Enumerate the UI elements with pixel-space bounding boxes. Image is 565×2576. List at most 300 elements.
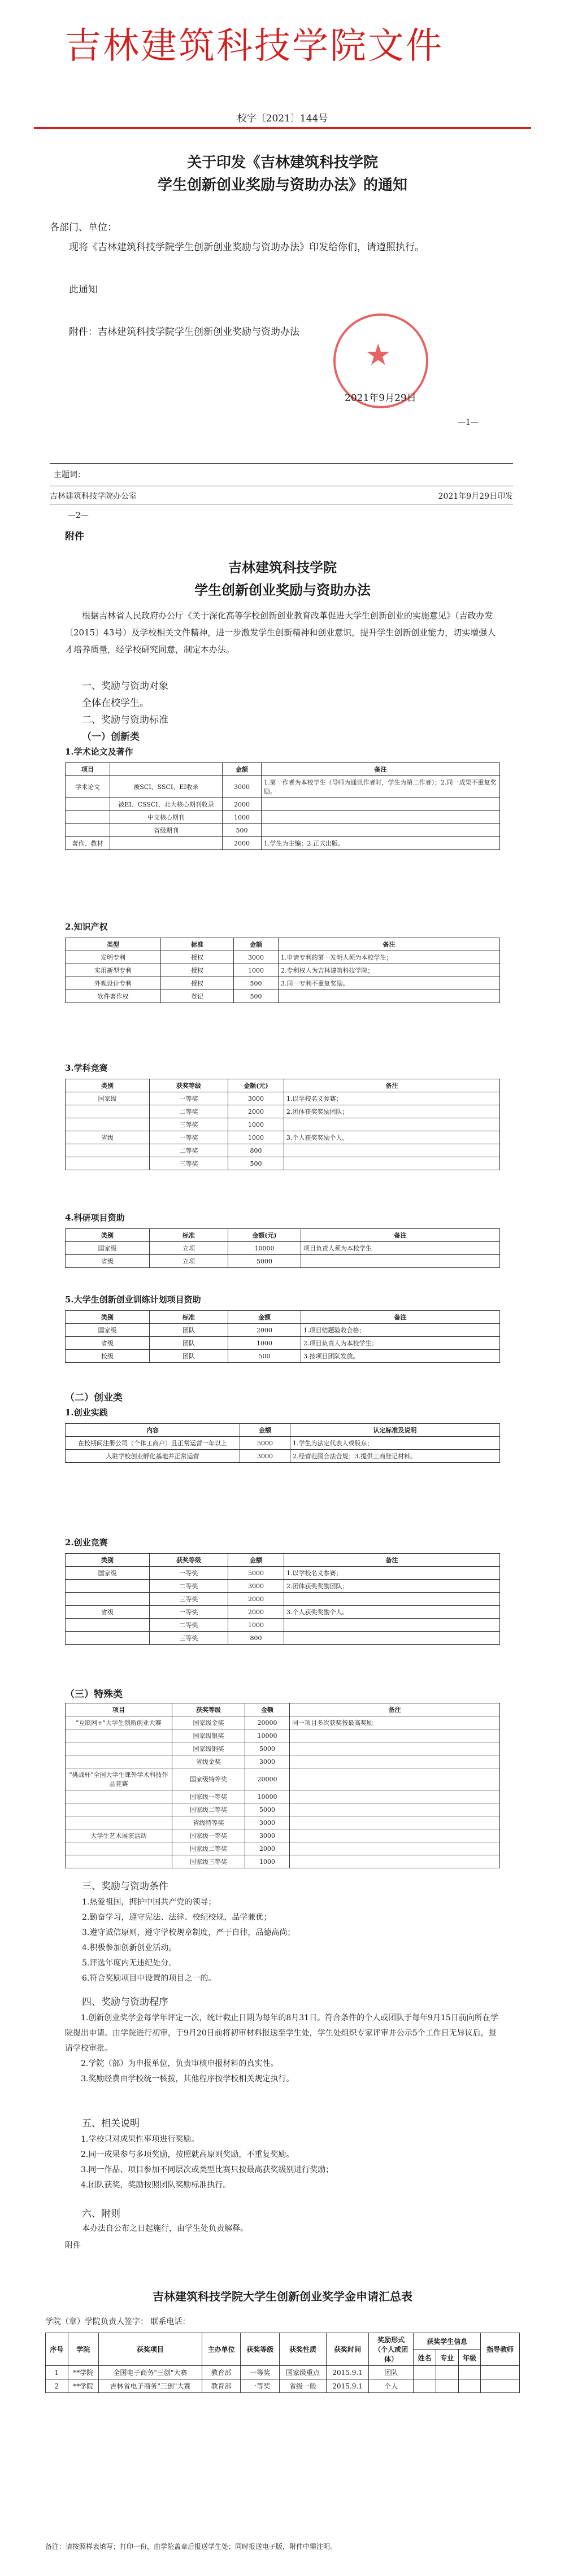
- table-row: [66, 1567, 500, 1580]
- t3-header: 类别: [66, 1079, 150, 1092]
- table-cell: 国家级三等奖: [172, 1855, 245, 1868]
- table-cell: 500: [228, 1350, 301, 1363]
- table-cell: 2015.9.1: [327, 2366, 369, 2379]
- sum-header-group: 获奖学生信息: [414, 2333, 481, 2350]
- table-cell: 3000: [228, 1092, 284, 1105]
- table-cell: [262, 798, 500, 811]
- table-row: [66, 1619, 500, 1632]
- table-cell: [436, 2366, 458, 2379]
- table-cell: [66, 1729, 172, 1742]
- table-cell: 国家级金奖: [172, 1716, 245, 1729]
- section-3-heading: 三、奖励与资助条件: [82, 1881, 168, 1892]
- t1-body: [66, 776, 500, 850]
- t5-header: 金额: [228, 1311, 301, 1324]
- table-cell: 2000: [228, 1105, 284, 1118]
- t3-header: 备注: [284, 1079, 500, 1092]
- table-cell: [284, 1632, 500, 1645]
- table-cell: 500: [228, 1157, 284, 1170]
- table-cell: 国家级一等奖: [172, 1829, 245, 1842]
- table-cell: "挑战杯"全国大学生课外学术科技作品竞赛: [66, 1768, 172, 1790]
- list-item: 4.积极参加创新创业活动。: [82, 1943, 177, 1952]
- sum-header: 指导教师: [481, 2333, 520, 2366]
- table-cell: [284, 1144, 500, 1157]
- seal-star-icon: ★: [365, 338, 392, 372]
- table-row: [66, 990, 500, 1003]
- t5-header: 备注: [301, 1311, 500, 1324]
- t7-body: [66, 1567, 500, 1645]
- table-cell: 5000: [245, 1803, 290, 1816]
- table-cell: 2.团体获奖奖励团队；: [284, 1580, 500, 1593]
- table-cell: 1.项目结题验收合格；: [301, 1324, 500, 1337]
- notice-title-line2: 学生创新创业奖励与资助办法》的通知: [157, 177, 407, 194]
- table-cell: 1000: [234, 964, 279, 977]
- table-row: [66, 824, 500, 837]
- appendix-label: 附件: [65, 2241, 81, 2250]
- table-cell: 实用新型专利: [66, 964, 161, 977]
- table-cell: 二等奖: [150, 1105, 228, 1118]
- t2-body: [66, 951, 500, 1003]
- list-item: 1.创新创业奖学金每学年评定一次，统计截止日期为每年的8月31日。符合条件的个人或团队于每年9月15日前向所在学院提出申请。由学院进行初审，于9月20日前将初审材料报送至学生处，学生处组织专家评审并公示5个工作日无异议后，报请学校审批。: [65, 2013, 498, 2053]
- table-6-label: 1.创业实践: [65, 1407, 108, 1418]
- table-cell: [290, 1768, 500, 1790]
- table-cell: 团队: [150, 1350, 228, 1363]
- table-1-label: 1.学术论文及著作: [65, 747, 133, 757]
- table-cell: 三等奖: [150, 1593, 228, 1606]
- table-row: [66, 1350, 500, 1363]
- table-cell: 著作、教材: [66, 837, 110, 850]
- table-cell: 3000: [234, 951, 279, 964]
- table-cell: 2.团体获奖奖励团队；: [284, 1105, 500, 1118]
- table-cell: [110, 837, 223, 850]
- table-cell: [66, 1632, 150, 1645]
- table-cell: [290, 1829, 500, 1842]
- table-cell: [284, 1593, 500, 1606]
- section-6-heading: 六、附则: [82, 2208, 120, 2220]
- table-cell: [66, 1790, 172, 1803]
- table-cell: 国家级: [66, 1567, 150, 1580]
- table-row: [46, 2379, 520, 2393]
- table-cell: 国家级二等奖: [172, 1803, 245, 1816]
- t6-body: [66, 1437, 500, 1463]
- table-cell: [66, 1580, 150, 1593]
- section-5-heading: 五、相关说明: [82, 2118, 140, 2129]
- table-cell: 国家级重点: [280, 2366, 327, 2379]
- table-cell: 1000: [245, 1855, 290, 1868]
- table-cell: 1.学生为主编；2.正式出版。: [262, 837, 500, 850]
- list-item: 3.奖励经费由学校统一核拨，其他程序按学校相关规定执行。: [81, 2074, 294, 2084]
- table-cell: 1.以学校名义参赛；: [284, 1092, 500, 1105]
- table-row: [66, 811, 500, 824]
- table-cell: [290, 1790, 500, 1803]
- table-cell: 入驻学校创业孵化基地并正常运营: [66, 1450, 240, 1463]
- section-5-list: [65, 2132, 500, 2193]
- table-cell: 20000: [245, 1768, 290, 1790]
- table-cell: 1000: [223, 811, 262, 824]
- table-cell: 被EI、CSSCI、北大核心期刊收录: [110, 798, 223, 811]
- t7-header: 金额: [228, 1554, 284, 1567]
- summary-meta: 学院（章）学院负责人签字： 联系电话：: [45, 2317, 190, 2326]
- list-item: 2.学院（部）为申报单位，负责审核申报材料的真实性。: [81, 2059, 279, 2068]
- table-row: [66, 1829, 500, 1842]
- summary-table-title: 吉林建筑科技学院大学生创新创业奖学金申请汇总表: [153, 2290, 412, 2303]
- table-cell: 2000: [228, 1593, 284, 1606]
- notice-title-line1: 关于印发《吉林建筑科技学院: [186, 154, 378, 171]
- table-row: [66, 1157, 500, 1170]
- table-cell: 500: [223, 824, 262, 837]
- t1-header: 金额: [223, 763, 262, 776]
- sum-header: 奖励形式（个人或团体）: [369, 2333, 414, 2366]
- t4-header: 金额(元): [228, 1229, 301, 1242]
- table-cell: 省级: [66, 1255, 150, 1268]
- table-cell: 2015.9.1: [327, 2379, 369, 2393]
- t4-header: 类别: [66, 1229, 150, 1242]
- table-cell: 一等奖: [150, 1092, 228, 1105]
- table-cell: [66, 1842, 172, 1855]
- sum-header: 序号: [46, 2333, 68, 2366]
- table-row: [66, 1118, 500, 1131]
- table-cell: 发明专利: [66, 951, 161, 964]
- training-program-table: [65, 1310, 500, 1363]
- table-cell: 三等奖: [150, 1157, 228, 1170]
- table-cell: 800: [228, 1632, 284, 1645]
- table-cell: 2: [46, 2379, 68, 2393]
- sum-header: 主办单位: [202, 2333, 241, 2366]
- table-cell: [66, 1742, 172, 1755]
- t5-header: 标准: [150, 1311, 228, 1324]
- table-cell: [290, 1755, 500, 1768]
- table-row: [66, 1437, 500, 1450]
- list-item: 2.勤奋学习，遵守宪法、法律、校纪校规，品学兼优；: [82, 1913, 272, 1922]
- list-item: 3.遵守诚信原则，遵守学校规章制度，严于自律，品德高尚；: [82, 1928, 295, 1937]
- table-cell: 3.同一专利不重复奖励。: [279, 977, 500, 990]
- section-4-list: [65, 2011, 500, 2087]
- entrepreneurship-practice-table: [65, 1423, 500, 1463]
- competition-table: [65, 1079, 500, 1170]
- table-cell: 国家级特等奖: [172, 1768, 245, 1790]
- table-row: [66, 837, 500, 850]
- section-2-3-heading: （三）特殊类: [65, 1689, 123, 1700]
- table-cell: 二等奖: [150, 1144, 228, 1157]
- red-rule-divider: [34, 127, 531, 129]
- notice-closing: 此通知: [69, 284, 98, 295]
- table-cell: 国家级: [66, 1324, 150, 1337]
- table-cell: 二等奖: [150, 1619, 228, 1632]
- section-3-list: [82, 1895, 500, 1986]
- list-item: 1.学校只对成果性事项进行奖励。: [81, 2135, 199, 2144]
- table-row: [66, 1131, 500, 1144]
- table-cell: 省级: [66, 1131, 150, 1144]
- table-cell: 授权: [161, 951, 234, 964]
- attachment-title-line2: 学生创新创业奖励与资助办法: [194, 582, 371, 598]
- summary-table: [45, 2333, 520, 2393]
- cc-label: 主题词：: [54, 470, 85, 480]
- sum-header: 学院: [68, 2333, 98, 2366]
- table-cell: 2000: [223, 798, 262, 811]
- t6-header: 认定标准及说明: [290, 1424, 500, 1437]
- table-cell: [290, 1842, 500, 1855]
- table-row: [66, 1768, 500, 1790]
- table-cell: [284, 1157, 500, 1170]
- table-row: [66, 1716, 500, 1729]
- table-cell: 500: [234, 977, 279, 990]
- t3-header: 金额(元): [228, 1079, 284, 1092]
- table-cell: 3.按项目团队发放。: [301, 1350, 500, 1363]
- table-cell: [66, 1755, 172, 1768]
- table-cell: [290, 1742, 500, 1755]
- list-item: 1.热爱祖国，拥护中国共产党的领导；: [82, 1898, 216, 1907]
- table-row: [66, 1242, 500, 1255]
- section-1-heading: 一、奖励与资助对象: [82, 681, 168, 692]
- table-cell: [290, 1855, 500, 1868]
- table-cell: 二等奖: [150, 1580, 228, 1593]
- table-cell: 教育部: [202, 2379, 241, 2393]
- sum-header: 姓名: [414, 2350, 436, 2366]
- t3-header: 获奖等级: [150, 1079, 228, 1092]
- table-row: [66, 798, 500, 811]
- t2-header: 备注: [279, 938, 500, 951]
- table-cell: 团队: [150, 1324, 228, 1337]
- table-cell: [66, 798, 110, 811]
- table-cell: [290, 1803, 500, 1816]
- table-row: [66, 1144, 500, 1157]
- t3-body: [66, 1092, 500, 1170]
- table-cell: 1.以学校名义参赛；: [284, 1567, 500, 1580]
- print-footer: [50, 490, 513, 502]
- table-cell: 大学生艺术展演活动: [66, 1829, 172, 1842]
- table-cell: [284, 1118, 500, 1131]
- table-cell: 2.经营范围合法合规；3.提供工商登记材料。: [290, 1450, 500, 1463]
- t4-header: 备注: [301, 1229, 500, 1242]
- addressee: 各部门、单位：: [50, 222, 117, 233]
- table-row: [66, 1606, 500, 1619]
- table-cell: 20000: [245, 1716, 290, 1729]
- table-row: [66, 964, 500, 977]
- sum-header: 获奖时间: [327, 2333, 369, 2366]
- table-cell: 省级一般: [280, 2379, 327, 2393]
- table-row: [66, 1092, 500, 1105]
- table-cell: 一等奖: [150, 1606, 228, 1619]
- table-cell: [66, 1593, 150, 1606]
- table-cell: 校级: [66, 1350, 150, 1363]
- table-cell: 全国电子商务"三创"大赛: [98, 2366, 202, 2379]
- table-cell: 省级金奖: [172, 1755, 245, 1768]
- table-cell: 10000: [245, 1729, 290, 1742]
- table-row: [66, 1816, 500, 1829]
- table-cell: [262, 824, 500, 837]
- table-cell: [66, 1157, 150, 1170]
- attachment-intro: 根据吉林省人民政府办公厅《关于深化高等学校创新创业教育改革促进大学生创新创业的实施意见》（吉政办发〔2015〕43号）及学校相关文件精神，进一步激发学生创新精神和创业意识，提升学生创新创业能力，切实增强人才培养质量，经学校研究同意，制定本办法。: [65, 611, 496, 655]
- table-row: [46, 2366, 520, 2379]
- table-cell: 3.个人获奖奖励个人。: [284, 1131, 500, 1144]
- table-cell: 省级特等奖: [172, 1816, 245, 1829]
- table-cell: [414, 2379, 436, 2393]
- table-cell: 软件著作权: [66, 990, 161, 1003]
- table-cell: [290, 1816, 500, 1829]
- table-cell: 一等奖: [241, 2366, 280, 2379]
- list-item: 4.团队获奖，奖励按照团队奖励标准执行。: [81, 2181, 231, 2190]
- table-cell: [66, 811, 110, 824]
- t8-header: 金额: [245, 1703, 290, 1716]
- table-cell: **学院: [68, 2379, 98, 2393]
- t8-header: 获奖等级: [172, 1703, 245, 1716]
- table-row: [66, 1842, 500, 1855]
- table-cell: [458, 2366, 481, 2379]
- sum-header: 获奖项目: [98, 2333, 202, 2366]
- table-cell: 3000: [228, 1580, 284, 1593]
- table-cell: 2.项目负责人为本校学生；: [301, 1337, 500, 1350]
- signature-date: 2021年9月29日: [345, 393, 416, 404]
- table-cell: 同一项目多次获奖按最高奖励: [290, 1716, 500, 1729]
- t5-body: [66, 1324, 500, 1363]
- t5-header: 类别: [66, 1311, 150, 1324]
- t2-header: 标准: [161, 938, 234, 951]
- divider-line: [50, 463, 513, 464]
- table-cell: [414, 2366, 436, 2379]
- table-3-label: 3.学科竞赛: [65, 1063, 108, 1073]
- list-item: 6.符合奖励项目中设置的项目之一的。: [82, 1974, 216, 1983]
- ip-table: [65, 938, 500, 1003]
- table-cell: 800: [228, 1144, 284, 1157]
- notice-paragraph: 现将《吉林建筑科技学院学生创新创业奖励与资助办法》印发给你们，请遵照执行。: [69, 242, 424, 253]
- table-cell: 3000: [245, 1829, 290, 1842]
- page-number-2: —2—: [68, 511, 89, 520]
- table-cell: 2.专利权人为吉林建筑科技学院；: [279, 964, 500, 977]
- table-cell: 1000: [228, 1131, 284, 1144]
- sum-header: 专业: [436, 2350, 458, 2366]
- t4-header: 标准: [150, 1229, 228, 1242]
- table-row: [66, 1580, 500, 1593]
- t6-header: 金额: [240, 1424, 290, 1437]
- table-cell: 3000: [245, 1755, 290, 1768]
- sum-body: [46, 2366, 520, 2393]
- table-cell: 被SCI、SSCI、EI收录: [110, 776, 223, 798]
- attachment-label: 附件: [65, 531, 84, 542]
- table-cell: 国家级铜奖: [172, 1742, 245, 1755]
- table-cell: 5000: [240, 1437, 290, 1450]
- table-cell: 教育部: [202, 2366, 241, 2379]
- table-cell: 登记: [161, 990, 234, 1003]
- t8-header: 备注: [290, 1703, 500, 1716]
- papers-table: [65, 762, 500, 850]
- table-cell: 2000: [228, 1324, 301, 1337]
- table-cell: 1.第一作者为本校学生（导师为通讯作者时，学生为第二作者）；2.同一成果不重复奖励。: [262, 776, 500, 798]
- table-row: [66, 1855, 500, 1868]
- table-row: [66, 1755, 500, 1768]
- table-cell: 5000: [228, 1567, 284, 1580]
- list-item: 2.同一成果参与多项奖励，按照就高原则奖励，不重复奖励。: [81, 2150, 294, 2159]
- table-cell: 国家级一等奖: [172, 1790, 245, 1803]
- t4-body: [66, 1242, 500, 1268]
- table-cell: 团队: [150, 1337, 228, 1350]
- table-row: [66, 1742, 500, 1755]
- table-row: [66, 1255, 500, 1268]
- table-row: [66, 1593, 500, 1606]
- table-cell: [66, 824, 110, 837]
- table-cell: 1.学生为法定代表人或股东；: [290, 1437, 500, 1450]
- table-cell: 1000: [228, 1619, 284, 1632]
- table-cell: [66, 1816, 172, 1829]
- table-cell: 三等奖: [150, 1118, 228, 1131]
- table-cell: 2000: [245, 1842, 290, 1855]
- table-cell: [481, 2366, 520, 2379]
- table-cell: [66, 1118, 150, 1131]
- table-cell: 一等奖: [150, 1567, 228, 1580]
- t1-header: [110, 763, 223, 776]
- table-cell: 1000: [228, 1118, 284, 1131]
- table-cell: 一等奖: [150, 1131, 228, 1144]
- table-cell: 3000: [240, 1450, 290, 1463]
- table-cell: 团队: [369, 2366, 414, 2379]
- table-row: [66, 1324, 500, 1337]
- table-2-label: 2.知识产权: [65, 922, 108, 932]
- table-5-label: 5.大学生创新创业训练计划项目资助: [65, 1294, 201, 1305]
- table-cell: [66, 1855, 172, 1868]
- t8-header: 项目: [66, 1703, 172, 1716]
- table-cell: 国家级银奖: [172, 1729, 245, 1742]
- table-cell: [436, 2379, 458, 2393]
- table-cell: 10000: [245, 1790, 290, 1803]
- sum-header: 获奖性质: [280, 2333, 327, 2366]
- table-row: [66, 1729, 500, 1742]
- table-cell: 省级: [66, 1337, 150, 1350]
- table-cell: 授权: [161, 964, 234, 977]
- table-cell: 10000: [228, 1242, 301, 1255]
- footer-print-date: 2021年9月29日印发: [438, 492, 513, 501]
- sum-header: 年级: [458, 2350, 481, 2366]
- table-cell: 个人: [369, 2379, 414, 2393]
- table-cell: [66, 1105, 150, 1118]
- section-2-heading: 二、奖励与资助标准: [82, 714, 168, 726]
- table-row: [66, 1632, 500, 1645]
- table-cell: [66, 1803, 172, 1816]
- table-cell: [481, 2379, 520, 2393]
- sum-header: 获奖等级: [241, 2333, 280, 2366]
- table-cell: [66, 1619, 150, 1632]
- table-cell: 5000: [228, 1255, 301, 1268]
- list-item: 5.评选年度内无违纪处分。: [82, 1959, 177, 1968]
- table-cell: [262, 811, 500, 824]
- table-row: [66, 977, 500, 990]
- t1-header: 备注: [262, 763, 500, 776]
- table-cell: 2000: [228, 1606, 284, 1619]
- table-cell: 国家级: [66, 1242, 150, 1255]
- t1-header: 项目: [66, 763, 110, 776]
- table-cell: 省级期刊: [110, 824, 223, 837]
- table-row: [66, 1105, 500, 1118]
- research-table: [65, 1228, 500, 1268]
- table-row: [66, 1790, 500, 1803]
- section-6-text: 本办法自公布之日起施行，由学生处负责解释。: [82, 2224, 248, 2233]
- section-4-heading: 四、奖励与资助程序: [82, 1997, 168, 2008]
- table-cell: 授权: [161, 977, 234, 990]
- special-category-table: [65, 1703, 500, 1868]
- table-row: [66, 1450, 500, 1463]
- table-cell: 省级: [66, 1606, 150, 1619]
- table-cell: 立项: [150, 1242, 228, 1255]
- table-cell: [66, 1144, 150, 1157]
- table-row: [66, 951, 500, 964]
- table-cell: [301, 1255, 500, 1268]
- footer-issuer: 吉林建筑科技学院办公室: [50, 492, 137, 501]
- t2-header: 金额: [234, 938, 279, 951]
- org-red-header: 吉林建筑科技学院文件: [65, 25, 444, 67]
- table-row: [66, 1803, 500, 1816]
- table-cell: [279, 990, 500, 1003]
- summary-note: 备注：请按照样表填写；打印一份，由学院盖章后报送学生处；同时报送电子版，附件中需注明。: [45, 2543, 337, 2551]
- table-cell: 国家级二等奖: [172, 1842, 245, 1855]
- table-row: [66, 1337, 500, 1350]
- entrepreneurship-competition-table: [65, 1553, 500, 1645]
